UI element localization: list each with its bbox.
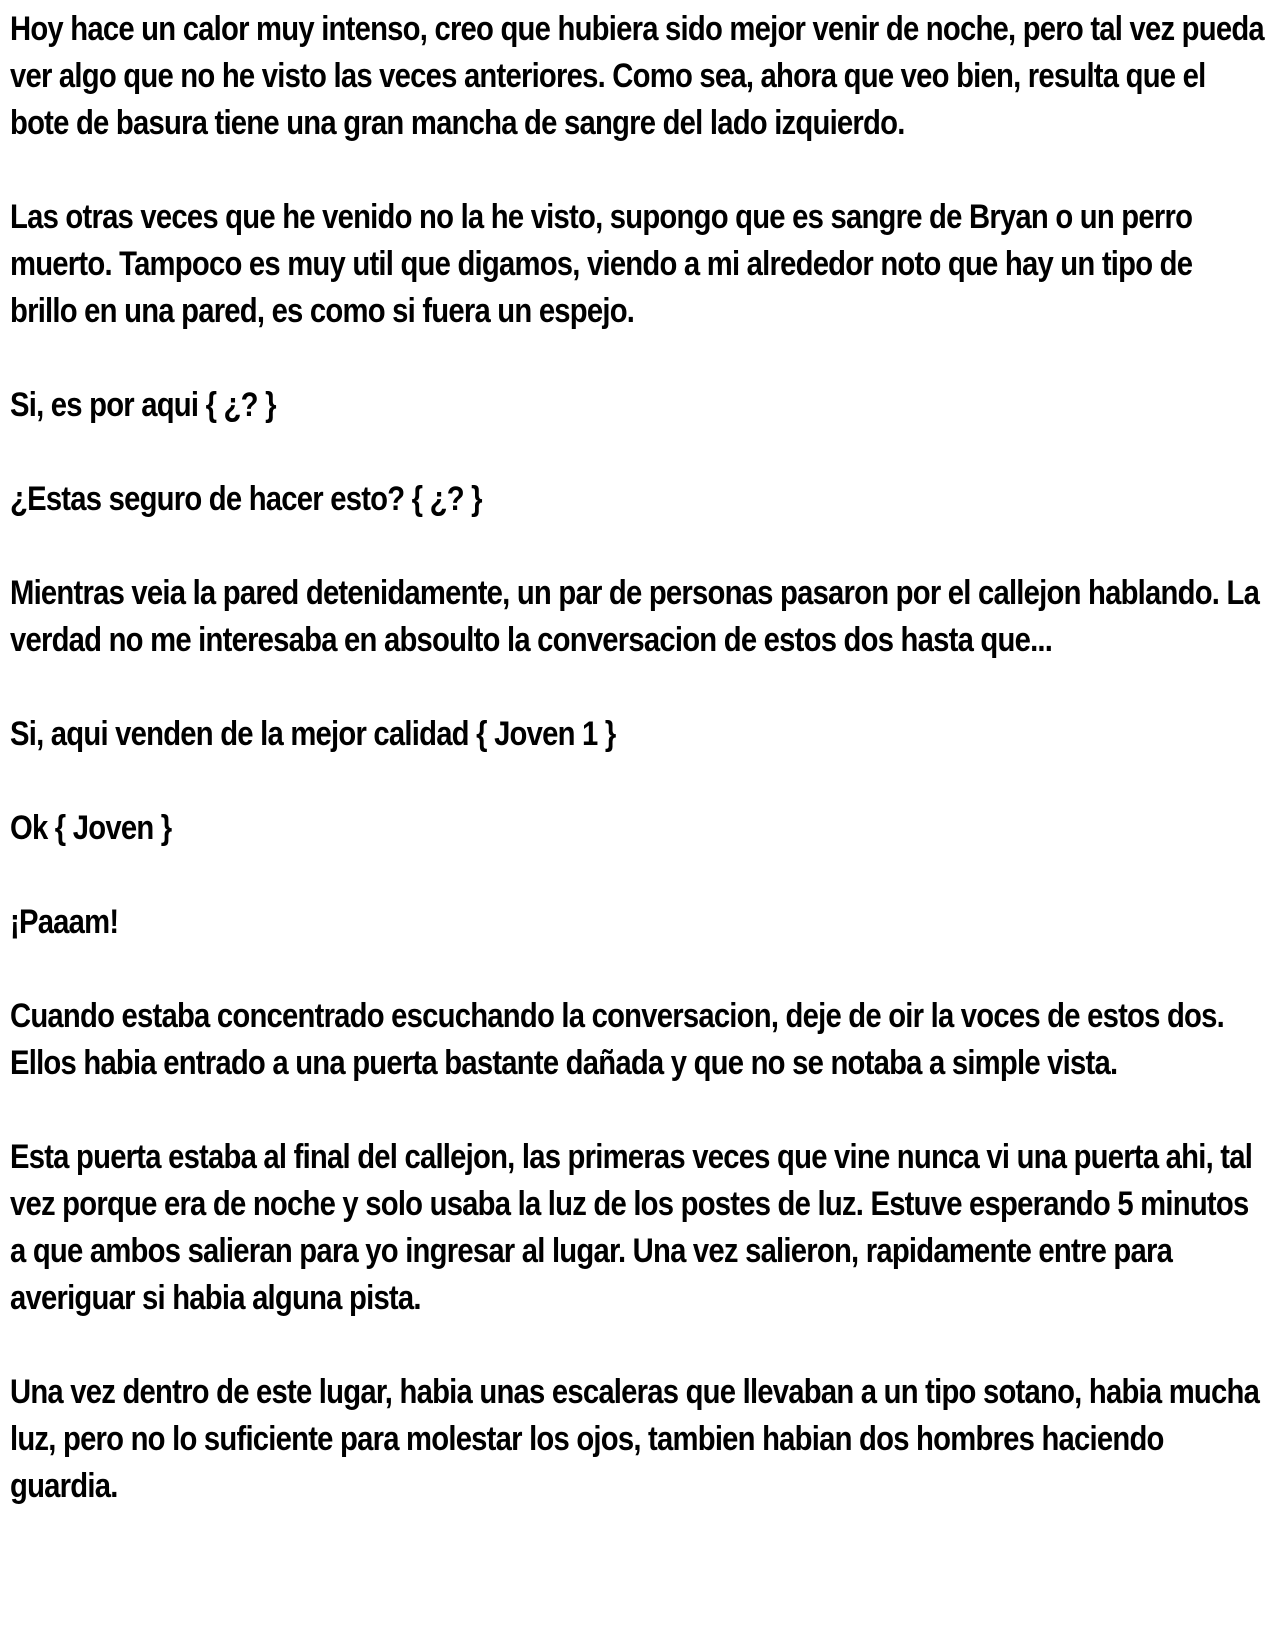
paragraph-2: Las otras veces que he venido no la he visto, supongo que es sangre de Bryan o un perro muerto. Tampoco es muy util que digamos, viendo a mi alrededor noto que hay un tipo de brillo en una pared, es como si fuera un espejo.: [10, 198, 1193, 330]
dialogue-line-3: Si, aqui venden de la mejor calidad { Joven 1 }: [10, 715, 616, 753]
dialogue-line-1: Si, es por aqui { ¿? }: [10, 386, 276, 424]
document-page: [10, 6, 1266, 1510]
paragraph-4: Cuando estaba concentrado escuchando la conversacion, deje de oir la voces de estos dos. Ellos habia entrado a una puerta bastante dañada y que no se notaba a simple vista.: [10, 997, 1224, 1082]
paragraph-1: Hoy hace un calor muy intenso, creo que hubiera sido mejor venir de noche, pero tal vez pueda ver algo que no he visto las veces anteriores. Como sea, ahora que veo bien, resulta que el bote de basura tiene una gran mancha de sangre del lado izquierdo.: [10, 10, 1264, 142]
dialogue-line-4: Ok { Joven }: [10, 809, 172, 847]
dialogue-line-2: ¿Estas seguro de hacer esto? { ¿? }: [10, 480, 482, 518]
paragraph-6: Una vez dentro de este lugar, habia unas escaleras que llevaban a un tipo sotano, habia mucha luz, pero no lo suficiente para molestar los ojos, tambien habian dos hombres haciendo guardia.: [10, 1373, 1260, 1505]
sound-effect: ¡Paaam!: [10, 903, 119, 941]
paragraph-3: Mientras veia la pared detenidamente, un par de personas pasaron por el callejon hablando. La verdad no me interesaba en absoulto la conversacion de estos dos hasta que...: [10, 574, 1260, 659]
paragraph-5: Esta puerta estaba al final del callejon, las primeras veces que vine nunca vi una puerta ahi, tal vez porque era de noche y solo usaba la luz de los postes de luz. Estuve esperando 5 minutos a que ambos salieran para yo ingresar al lugar. Una vez salieron, rapidamente entre para averiguar si habia alguna pista.: [10, 1138, 1253, 1317]
